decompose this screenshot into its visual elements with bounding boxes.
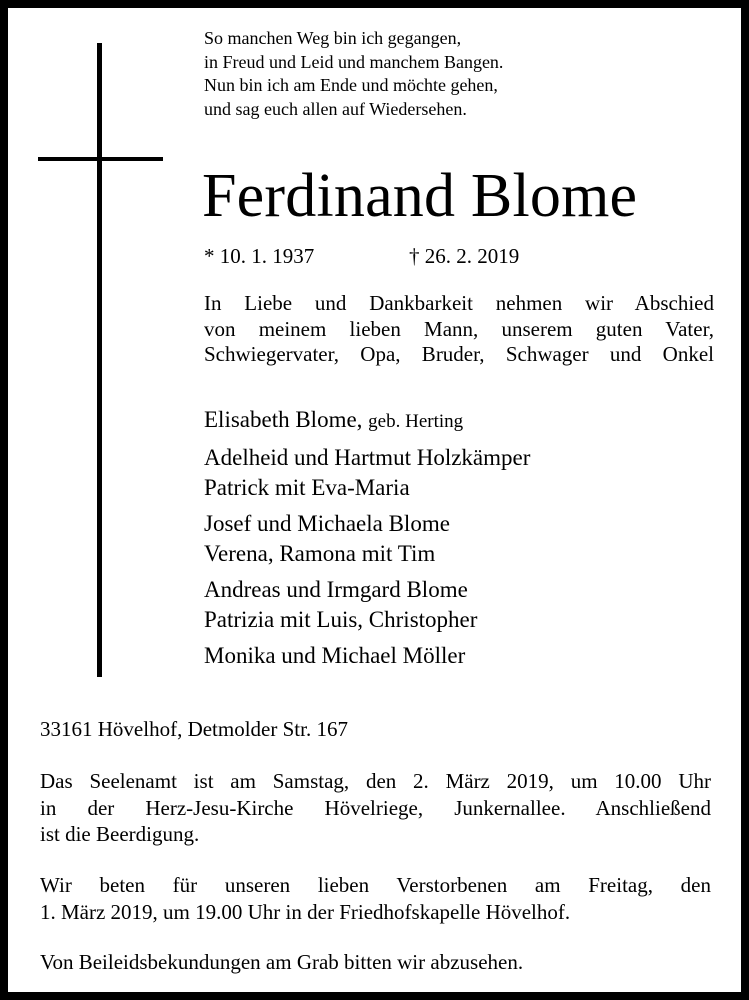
paragraph-line: Wir beten für unseren lieben Verstorbenen am Freitag, den (40, 873, 711, 897)
address: 33161 Hövelhof, Detmolder Str. 167 (40, 717, 348, 741)
verse-line: in Freud und Leid und manchem Bangen. (204, 51, 504, 72)
mourner-line: Patrick mit Eva-Maria (204, 475, 410, 500)
life-dates (204, 243, 520, 269)
mourner-group (204, 641, 530, 671)
mourner-group (204, 575, 530, 635)
birth-date: * 10. 1. 1937 (204, 244, 315, 268)
verse-line: und sag euch allen auf Wiedersehen. (204, 98, 467, 119)
cross-horizontal-bar (38, 157, 163, 161)
paragraph-line: 1. März 2019, um 19.00 Uhr in der Friedhofskapelle Hövelhof. (40, 899, 571, 924)
mourner-line: Patrizia mit Luis, Christopher (204, 607, 478, 632)
requiem-paragraph (40, 768, 711, 848)
paragraph-line: Das Seelenamt ist am Samstag, den 2. März 2019, um 10.00 Uhr (40, 769, 711, 793)
mourner-line: Monika und Michael Möller (204, 643, 466, 668)
condolence-paragraph (40, 949, 711, 976)
mourner-line (204, 405, 530, 437)
mourner-group-widow (204, 405, 530, 437)
verse (204, 27, 503, 121)
mourner-line: Josef und Michaela Blome (204, 511, 450, 536)
widow-maiden-name: geb. Herting (368, 411, 464, 432)
verse-line: Nun bin ich am Ende und möchte gehen, (204, 75, 498, 95)
intro-line: In Liebe und Dankbarkeit nehmen wir Abschied (204, 291, 714, 315)
verse-line: So manchen Weg bin ich gegangen, (204, 28, 462, 48)
mourners-list (204, 405, 530, 677)
cross-vertical-bar (97, 43, 102, 677)
death-date: † 26. 2. 2019 (409, 244, 520, 268)
prayer-paragraph (40, 872, 711, 925)
intro-line: von meinem lieben Mann, unserem guten Vater, (204, 316, 714, 341)
intro-line: Schwiegervater, Opa, Bruder, Schwager und Onkel (204, 342, 714, 366)
paragraph-line: Von Beileidsbekundungen am Grab bitten wir abzusehen. (40, 950, 524, 974)
farewell-intro (204, 291, 714, 368)
mourner-group (204, 443, 530, 503)
paragraph-line: in der Herz-Jesu-Kirche Hövelriege, Junkernallee. Anschließend (40, 795, 711, 820)
mourner-group (204, 509, 530, 569)
mourner-line: Andreas und Irmgard Blome (204, 577, 468, 602)
mourner-line: Verena, Ramona mit Tim (204, 541, 436, 566)
paragraph-line: ist die Beerdigung. (40, 822, 200, 846)
mourner-line: Adelheid und Hartmut Holzkämper (204, 445, 531, 470)
deceased-name: Ferdinand Blome (202, 162, 638, 230)
widow-name: Elisabeth Blome, (204, 407, 363, 432)
